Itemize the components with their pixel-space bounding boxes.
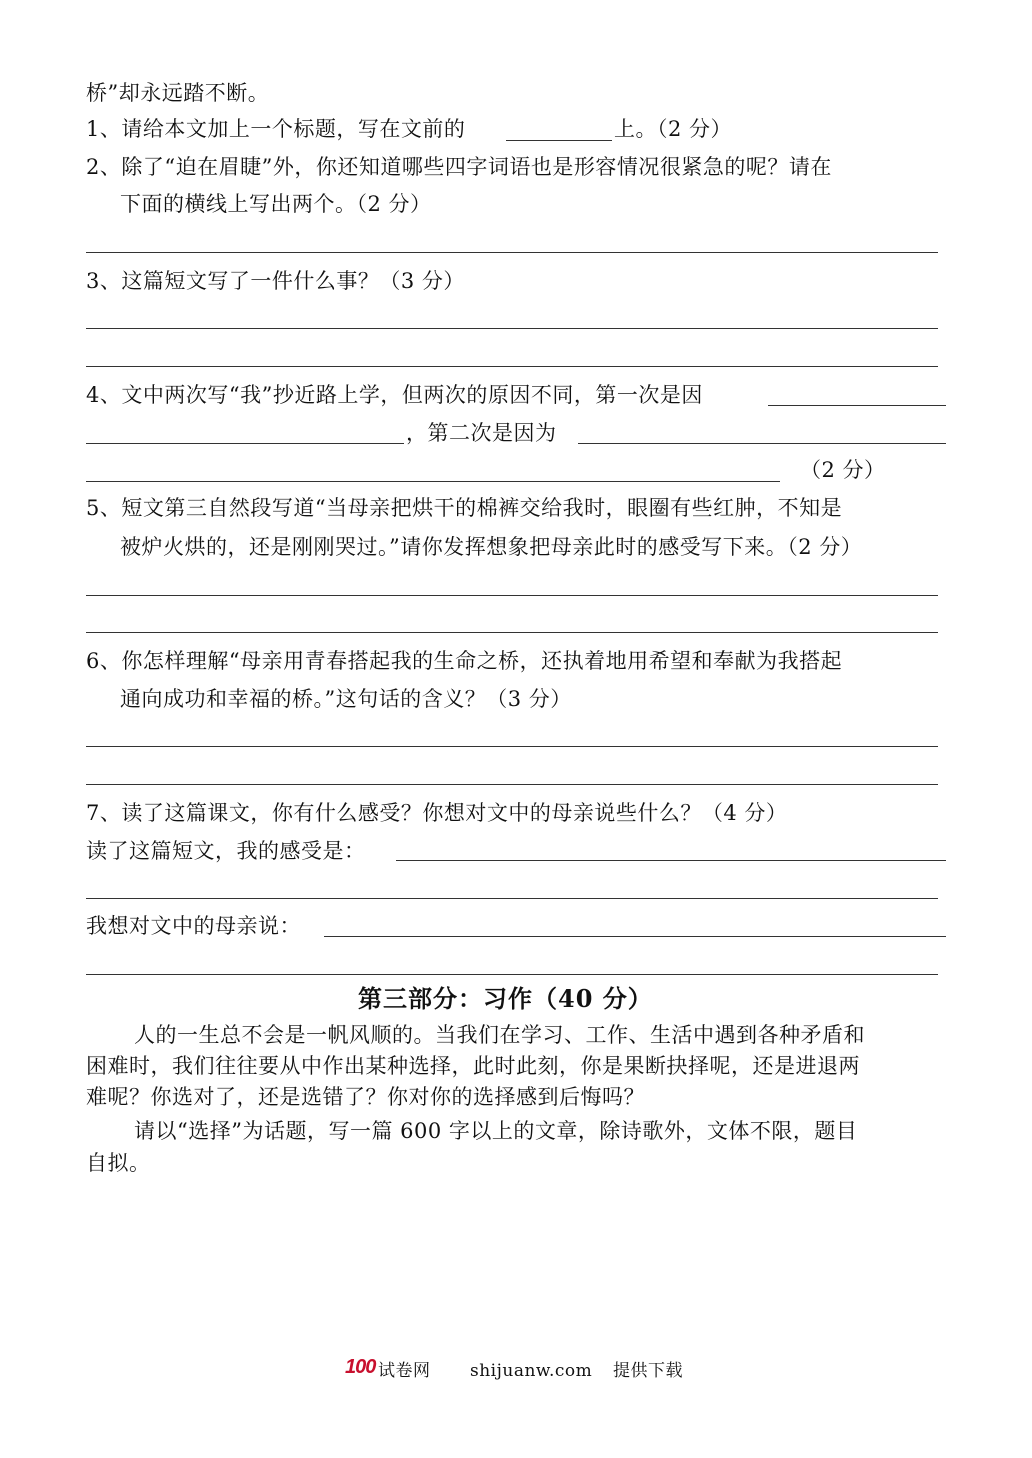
question-4-line1: 4、文中两次写“我”抄近路上学，但两次的原因不同，第一次是因 <box>86 383 703 407</box>
q7-prompt-mother: 我想对文中的母亲说： <box>86 914 301 938</box>
question-1: 1、请给本文加上一个标题，写在文前的 <box>86 117 466 141</box>
question-6-line2: 通向成功和幸福的桥。”这句话的含义？（3 分） <box>120 687 572 711</box>
question-5-line1: 5、短文第三自然段写道“当母亲把烘干的棉裤交给我时，眼圈有些红肿，不知是 <box>86 496 843 520</box>
part3-para1-line3: 难呢？你选对了，还是选错了？你对你的选择感到后悔吗？ <box>86 1085 645 1109</box>
question-1-tail: 上。（2 分） <box>614 117 733 141</box>
part3-para2-line1: 请以“选择”为话题，写一篇 600 字以上的文章，除诗歌外，文体不限，题目 <box>134 1119 858 1143</box>
part3-para1-line2: 困难时，我们往往要从中作出某种选择，此时此刻，你是果断抉择呢，还是进退两 <box>86 1054 860 1078</box>
footer-site-name: 试卷网 <box>378 1361 431 1381</box>
q7-mother-line-2[interactable] <box>86 974 938 975</box>
question-4-line2: ，第二次是因为 <box>406 421 557 445</box>
q2-answer-line[interactable] <box>86 252 938 253</box>
question-2-line2: 下面的横线上写出两个。（2 分） <box>120 192 432 216</box>
q4-blank-2b[interactable] <box>86 481 780 482</box>
q7-feeling-line-2[interactable] <box>86 898 938 899</box>
q5-answer-line-1[interactable] <box>86 595 938 596</box>
question-2-line1: 2、除了“迫在眉睫”外，你还知道哪些四字词语也是形容情况很紧急的呢？请在 <box>86 155 832 179</box>
q7-prompt-feeling: 读了这篇短文，我的感受是： <box>86 839 366 863</box>
q3-answer-line-1[interactable] <box>86 328 938 329</box>
footer-domain[interactable]: shijuanw.com <box>470 1361 593 1381</box>
q3-answer-line-2[interactable] <box>86 366 938 367</box>
q1-title-blank[interactable] <box>506 140 612 141</box>
question-5-line2: 被炉火烘的，还是刚刚哭过。”请你发挥想象把母亲此时的感受写下来。（2 分） <box>120 535 863 559</box>
footer-tagline: 提供下载 <box>613 1361 683 1381</box>
q5-answer-line-2[interactable] <box>86 632 938 633</box>
q4-blank-1b[interactable] <box>86 443 404 444</box>
q4-blank-1a[interactable] <box>768 405 946 406</box>
q7-mother-blank[interactable] <box>324 936 946 937</box>
site-logo: 100 <box>345 1356 376 1378</box>
question-6-line1: 6、你怎样理解“母亲用青春搭起我的生命之桥，还执着地用希望和奉献为我搭起 <box>86 649 843 673</box>
question-3: 3、这篇短文写了一件什么事？（3 分） <box>86 269 465 293</box>
part3-para1-line1: 人的一生总不会是一帆风顺的。当我们在学习、工作、生活中遇到各种矛盾和 <box>134 1023 865 1047</box>
continuation-line: 桥”却永远踏不断。 <box>86 81 270 105</box>
q6-answer-line-1[interactable] <box>86 746 938 747</box>
part3-heading: 第三部分：习作（40 分） <box>358 984 653 1013</box>
q4-blank-2a[interactable] <box>578 443 946 444</box>
q6-answer-line-2[interactable] <box>86 784 938 785</box>
part3-para2-line2: 自拟。 <box>86 1151 151 1175</box>
q7-feeling-blank[interactable] <box>396 860 946 861</box>
question-4-score: （2 分） <box>800 458 886 482</box>
question-7: 7、读了这篇课文，你有什么感受？你想对文中的母亲说些什么？（4 分） <box>86 801 788 825</box>
